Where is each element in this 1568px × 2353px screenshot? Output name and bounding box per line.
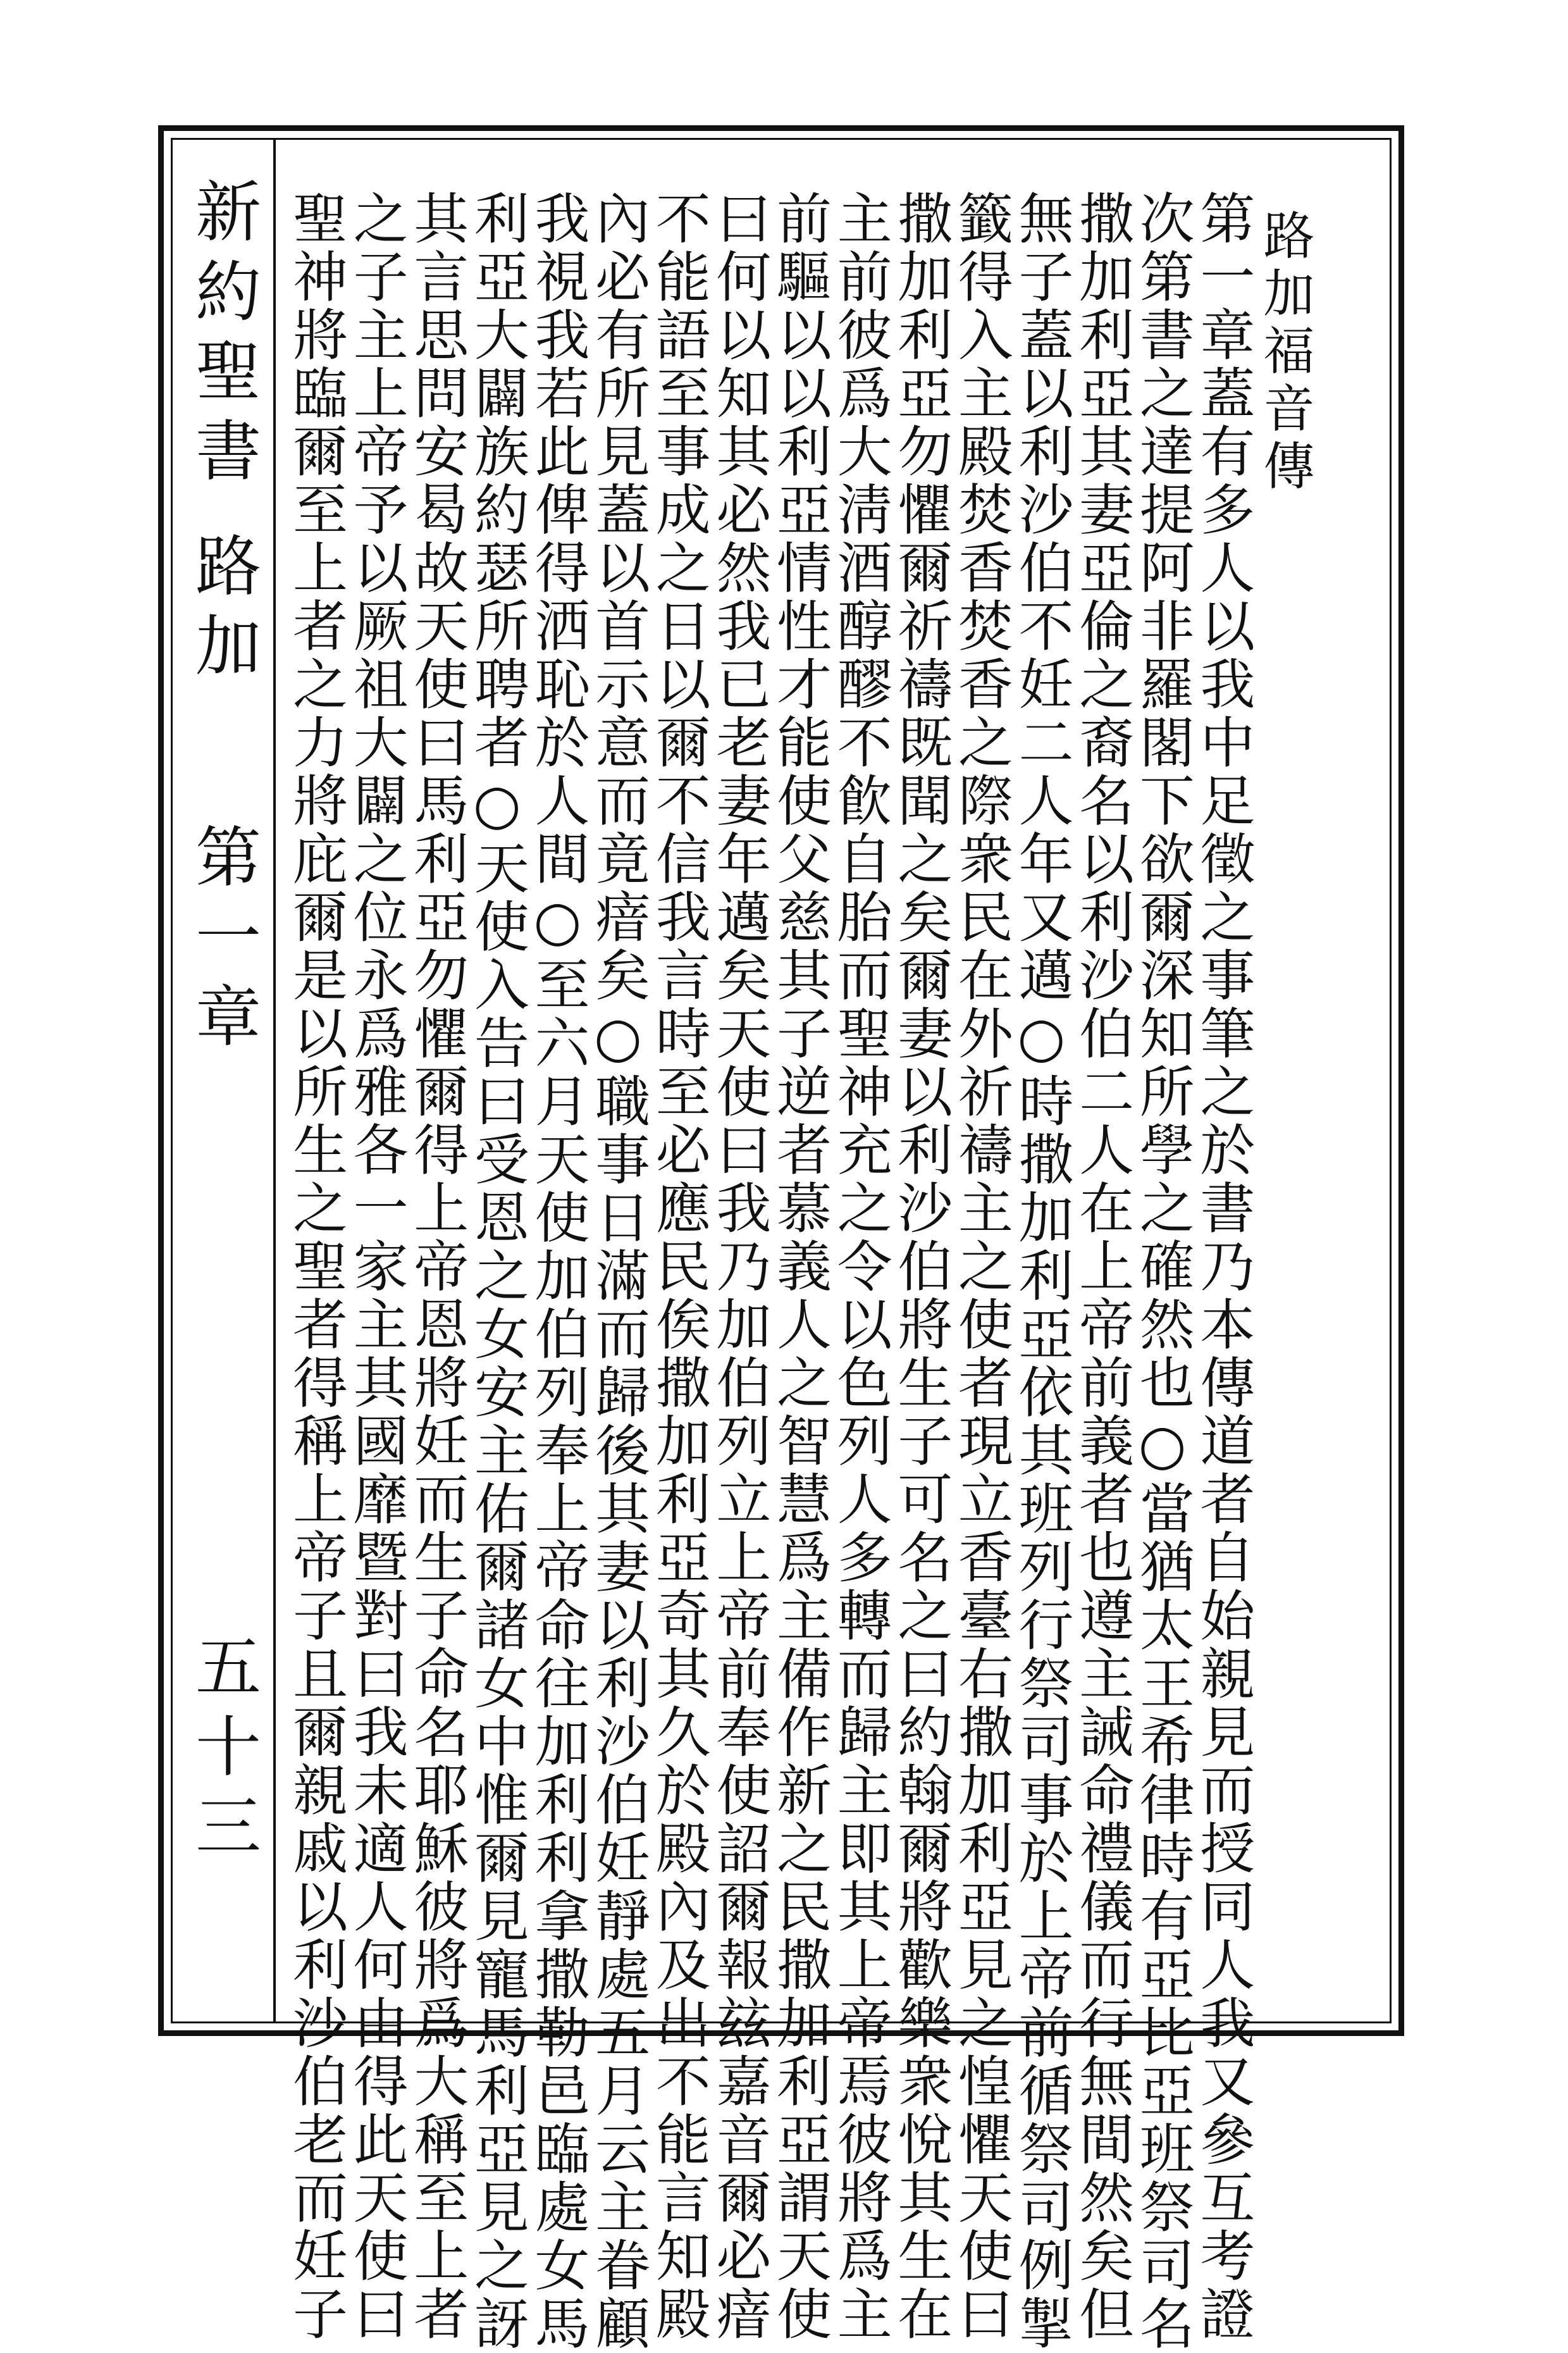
margin-divider xyxy=(273,140,276,2021)
text-column: 第一章蓋有多人以我中足徵之事筆之於書乃本傳道者自始親見而授同人我又參互考證 xyxy=(1190,190,1256,2344)
page-number: 五十三 xyxy=(184,1632,261,1872)
text-column: 曰何以知其必然我已老妻年邁矣天使曰我乃加伯列立上帝前奉使詔爾報玆嘉音爾必瘖 xyxy=(707,190,772,2344)
text-column: 不能語至事成之日以爾不信我言時至必應民俟撒加利亞奇其久於殿內及出不能言知殿 xyxy=(646,190,711,2344)
text-column: 撒加利亞勿懼爾祈禱既聞之矣爾妻以利沙伯將生子可名之曰約翰爾將歡樂衆悅其生在 xyxy=(888,190,953,2344)
text-column: 我視我若此俾得洒恥於人間○至六月天使加伯列奉上帝命往加利利拿撒勒邑臨處女馬 xyxy=(525,190,590,2353)
book-heading: 路加福音傳 xyxy=(1255,209,1314,497)
text-column: 其言思問安曷故天使曰馬利亞勿懼爾得上帝恩將妊而生子命名耶穌彼將爲大稱至上者 xyxy=(404,190,469,2344)
margin-book-part: 路加 xyxy=(184,531,261,691)
margin-chapter-label: 第一章 xyxy=(184,823,261,1062)
text-column: 利亞大闢族約瑟所聘者○天使入告曰受恩之女安主佑爾諸女中惟爾見寵馬利亞見之訝 xyxy=(464,190,529,2353)
text-column: 前驅以以利亞情性才能使父慈其子逆者慕義人之智慧爲主備作新之民撒加利亞謂天使 xyxy=(767,190,832,2344)
margin-book-title: 新約聖書 xyxy=(184,177,261,496)
text-column: 無子蓋以利沙伯不妊二人年又邁○時撒加利亞依其班列行祭司事於上帝前循祭司例掣 xyxy=(1009,190,1074,2353)
text-column: 內必有所見蓋以首示意而竟瘖矣○職事日滿而歸後其妻以利沙伯妊靜處五月云主眷顧 xyxy=(586,190,651,2353)
text-column: 之子主上帝予以厥祖大闢之位永爲雅各一家主其國靡暨對曰我未適人何由得此天使曰 xyxy=(343,190,409,2344)
text-column: 聖神將臨爾至上者之力將庇爾是以所生之聖者得稱上帝子且爾親戚以利沙伯老而妊子 xyxy=(283,190,348,2344)
text-column: 主前彼爲大淸酒醇醪不飮自胎而聖神充之令以色列人多轉而歸主即其上帝焉彼將爲主 xyxy=(827,190,892,2344)
text-column: 撒加利亞其妻亞倫之裔名以利沙伯二人在上帝前義者也遵主誡命禮儀而行無間然矣但 xyxy=(1070,190,1135,2344)
text-column: 次第書之達提阿非羅閣下欲爾深知所學之確然也○當猶太王希律時有亞比亞班祭司名 xyxy=(1130,190,1195,2353)
text-column: 籤得入主殿焚香焚香之際衆民在外祈禱主之使者現立香臺右撒加利亞見之惶懼天使曰 xyxy=(948,190,1013,2344)
